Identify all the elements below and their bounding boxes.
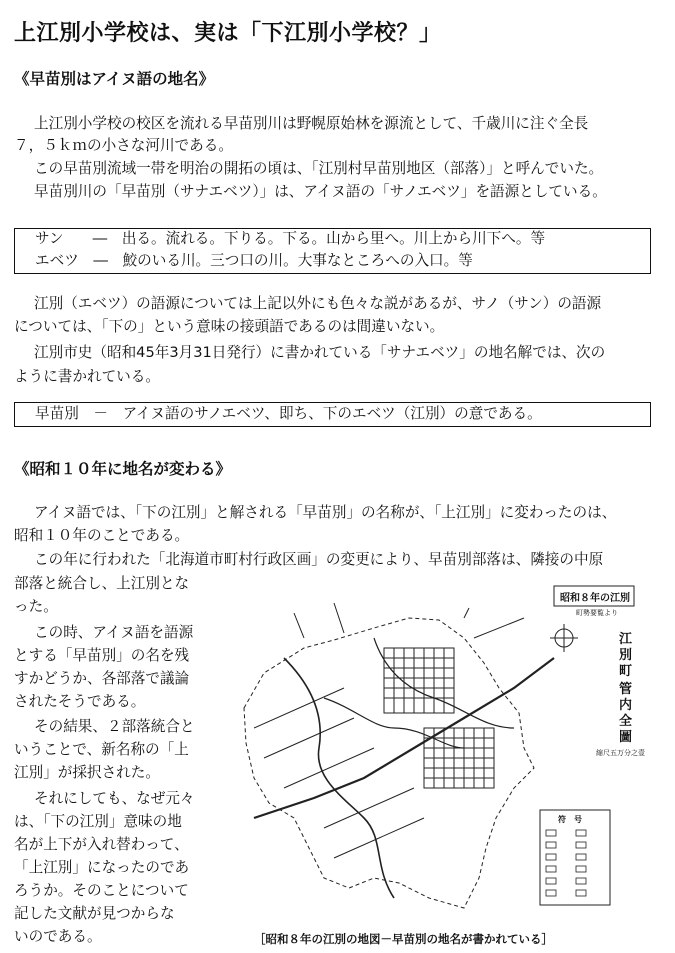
historical-map — [224, 578, 664, 920]
map-caption: ［昭和８年の江別の地図－早苗別の地名が書かれている］ — [254, 932, 553, 946]
paragraph-line: いうことで、新名称の「上 — [14, 741, 189, 758]
map-title-char: 管 — [619, 682, 633, 697]
definition-box — [14, 228, 651, 274]
definition-ebetsu: エベツ ― 鮫のいる川。三つ口の川。大事なところへの入口。等 — [35, 252, 473, 269]
map-title-char: 全 — [619, 714, 633, 729]
paragraph-line: 上江別小学校の校区を流れる早苗別川は野幌原始林を源流として、千歳川に注ぐ全長 — [34, 115, 589, 132]
map-label: 昭和８年の江別 — [560, 593, 630, 604]
page-title: 上江別小学校は、実は「下江別小学校？」 — [14, 21, 442, 46]
paragraph-line: 江別（エベツ）の語源については上記以外にも色々な説があるが、サノ（サン）の語源 — [34, 295, 602, 312]
paragraph-line: 「上江別」になったのであ — [14, 859, 190, 876]
map-title-char: 内 — [619, 698, 633, 713]
quote-box — [14, 402, 651, 427]
map-scale: 縮尺五万分之壹 — [596, 749, 645, 757]
map-label-sub: 町勢要覧より — [576, 609, 618, 617]
paragraph-line: ように書かれている。 — [14, 368, 160, 385]
paragraph-line: は、「下の江別」意味の地 — [14, 813, 182, 830]
map-title-char: 圖 — [619, 730, 633, 745]
paragraph-line: 記した文献が見つからな — [14, 905, 175, 922]
paragraph-line: 早苗別川の「早苗別（サナエベツ）」は、アイヌ語の「サノエベツ」を語源としている。 — [34, 183, 607, 200]
paragraph-line: ろうか。そのことについて — [14, 882, 189, 899]
paragraph-line: 江別」が採択された。 — [14, 764, 160, 781]
paragraph-line: については、「下の」という意味の接頭語であるのは間違いない。 — [14, 318, 445, 335]
paragraph-line: アイヌ語では、「下の江別」と解される「早苗別」の名称が、「上江別」に変わったのは、 — [34, 504, 617, 521]
quote-text: 早苗別 － アイヌ語のサノエベツ、即ち、下のエベツ（江別）の意である。 — [35, 405, 542, 422]
paragraph-line: ７，５ｋｍの小さな河川である。 — [14, 137, 233, 154]
map-title-char: 別 — [619, 648, 633, 663]
map-title-char: 江 — [619, 632, 633, 647]
paragraph-line: この年に行われた「北海道市町村行政区画」の変更により、早苗別部落は、隣接の中原 — [34, 551, 604, 568]
paragraph-line: とする「早苗別」の名を残 — [14, 647, 190, 664]
paragraph-line: 名が上下が入れ替わって、 — [14, 836, 189, 853]
paragraph-line: 江別市史（昭和45年3月31日発行）に書かれている「サナエベツ」の地名解では、次の — [34, 344, 606, 361]
paragraph-line: 昭和１０年のことである。 — [14, 527, 190, 544]
paragraph-line: この早苗別流域一帯を明治の開拓の頃は、「江別村早苗別地区（部落）」と呼んでいた。 — [34, 160, 604, 177]
paragraph-line: この時、アイヌ語を語源 — [34, 624, 194, 641]
paragraph-line: いのである。 — [14, 928, 102, 945]
section-heading-sanaebetsu: 《早苗別はアイヌ語の地名》 — [14, 70, 215, 88]
paragraph-line: 部落と統合し、上江別とな — [14, 575, 190, 592]
paragraph-line: すかどうか、各部落で議論 — [14, 670, 190, 687]
paragraph-line: その結果、２部落統合と — [34, 718, 195, 735]
map-title-char: 町 — [619, 664, 633, 679]
definition-san: サン ― 出る。流れる。下りる。下る。山から里へ。川上から川下へ。等 — [35, 230, 546, 247]
section-heading-showa10: 《昭和１０年に地名が変わる》 — [14, 460, 232, 478]
paragraph-line: った。 — [14, 598, 58, 615]
paragraph-line: それにしても、なぜ元々 — [34, 790, 195, 807]
map-legend-title: 符 号 — [558, 815, 582, 824]
paragraph-line: されたそうである。 — [14, 693, 146, 710]
